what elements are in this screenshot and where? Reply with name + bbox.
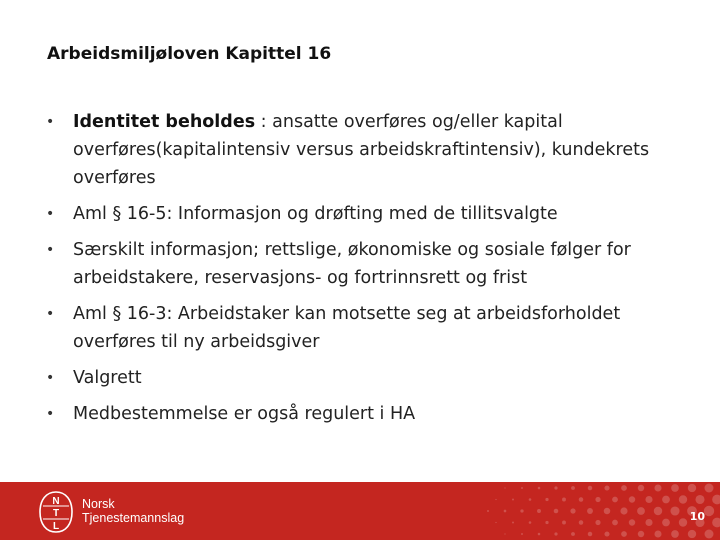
bullet-item	[46, 364, 676, 392]
decorative-dot	[612, 520, 618, 526]
bullet-text: Medbestemmelse er også regulert i HA	[73, 404, 416, 424]
footer-bar	[0, 482, 720, 540]
bullet-text: Valgrett	[73, 368, 142, 388]
decorative-dot	[538, 487, 541, 490]
decorative-dot	[562, 521, 566, 525]
bullet-list	[46, 108, 676, 436]
logo-letter: N	[52, 496, 60, 507]
decorative-dot	[545, 498, 548, 501]
decorative-dot	[679, 495, 687, 503]
decorative-dot	[629, 496, 635, 502]
decorative-dot	[571, 486, 575, 490]
bullet-item	[46, 400, 676, 428]
decorative-dot	[587, 508, 593, 514]
decorative-dot	[705, 484, 714, 493]
decorative-dot	[645, 496, 652, 503]
decorative-dot	[512, 522, 514, 524]
decorative-dot	[545, 521, 548, 524]
bullet-dot: •	[46, 242, 55, 258]
decorative-dot	[521, 487, 523, 489]
decorative-dot	[588, 486, 592, 490]
decorative-dot	[520, 509, 523, 512]
decorative-dot	[638, 485, 644, 491]
brand-line-1: Norsk	[82, 497, 115, 511]
brand-line-2: Tjenestemannslag	[82, 511, 185, 525]
bullet-dot: •	[46, 114, 55, 130]
decorative-dot	[604, 531, 609, 536]
bullet-dot: •	[46, 370, 55, 386]
decorative-dot	[688, 530, 696, 538]
decorative-dot	[679, 518, 687, 526]
slide-title: Arbeidsmiljøloven Kapittel 16	[47, 44, 332, 64]
decorative-dot	[621, 485, 627, 491]
decorative-dot	[695, 495, 704, 504]
logo-letter: T	[52, 508, 60, 519]
bullet-item	[46, 200, 676, 228]
decorative-dot	[504, 533, 505, 534]
decorative-dot	[571, 532, 575, 536]
decorative-dot	[670, 506, 679, 515]
decorative-dot	[705, 530, 714, 539]
decorative-dot	[629, 519, 635, 525]
decorative-dot	[595, 497, 600, 502]
bullet-dot: •	[46, 406, 55, 422]
decorative-dot	[579, 520, 584, 525]
decorative-dot	[529, 521, 532, 524]
bullet-dot: •	[46, 206, 55, 222]
decorative-dot	[604, 508, 611, 515]
decorative-dot	[712, 518, 720, 528]
decorative-dot	[637, 507, 645, 515]
decorative-dot	[704, 506, 714, 516]
decorative-dot	[579, 497, 584, 502]
ntl-logo-icon	[38, 491, 74, 533]
decorative-dot	[554, 486, 557, 489]
decorative-dot	[621, 531, 627, 537]
decorative-dot	[654, 484, 661, 491]
bullet-text: Særskilt informasjon; rettslige, økonomiske og sosiale følger for arbeidstakere, reservasjons- og fortrinnsrett og frist	[73, 240, 631, 288]
page-number: 10	[689, 510, 705, 523]
decorative-dot	[654, 507, 662, 515]
decorative-dot	[521, 533, 523, 535]
decorative-dot	[588, 532, 592, 536]
decorative-dot	[537, 509, 541, 513]
bullet-item	[46, 236, 676, 292]
decorative-dot	[612, 497, 618, 503]
decorative-dot	[638, 531, 644, 537]
bullet-text: : ansatte overføres og/eller kapital overføres(kapitalintensiv versus arbeidskraftintensiv), kundekrets overføres	[73, 112, 650, 188]
decorative-dot	[654, 530, 661, 537]
decorative-dot	[495, 499, 496, 500]
decorative-dot	[495, 522, 496, 523]
decorative-dot	[645, 519, 652, 526]
decorative-dot	[504, 510, 507, 513]
decorative-dot	[604, 485, 609, 490]
bullet-text: Aml § 16-5: Informasjon og drøfting med de tillitsvalgte	[73, 204, 558, 224]
decorative-dot	[554, 509, 559, 514]
decorative-dot	[554, 532, 557, 535]
decorative-dot	[662, 519, 670, 527]
decorative-dot	[688, 484, 696, 492]
decorative-dot	[712, 495, 720, 505]
bullet-dot: •	[46, 306, 55, 322]
decorative-dot	[620, 507, 627, 514]
decorative-dot	[529, 498, 532, 501]
decorative-dot	[512, 499, 514, 501]
decorative-dot	[562, 498, 566, 502]
bullet-item	[46, 108, 676, 192]
brand-name	[82, 497, 184, 525]
decorative-dot	[504, 487, 505, 488]
bullet-item	[46, 300, 676, 356]
decorative-dot	[671, 530, 679, 538]
decorative-dot	[487, 510, 489, 512]
decorative-dot-pattern	[480, 482, 720, 540]
logo-letter: L	[52, 521, 60, 532]
bullet-bold-text: Identitet beholdes	[73, 112, 256, 132]
decorative-dot	[570, 508, 575, 513]
decorative-dot	[662, 496, 670, 504]
decorative-dot	[671, 484, 679, 492]
decorative-dot	[538, 533, 541, 536]
decorative-dot	[595, 520, 600, 525]
bullet-text: Aml § 16-3: Arbeidstaker kan motsette seg at arbeidsforholdet overføres til ny arbeidsgiver	[73, 304, 621, 352]
